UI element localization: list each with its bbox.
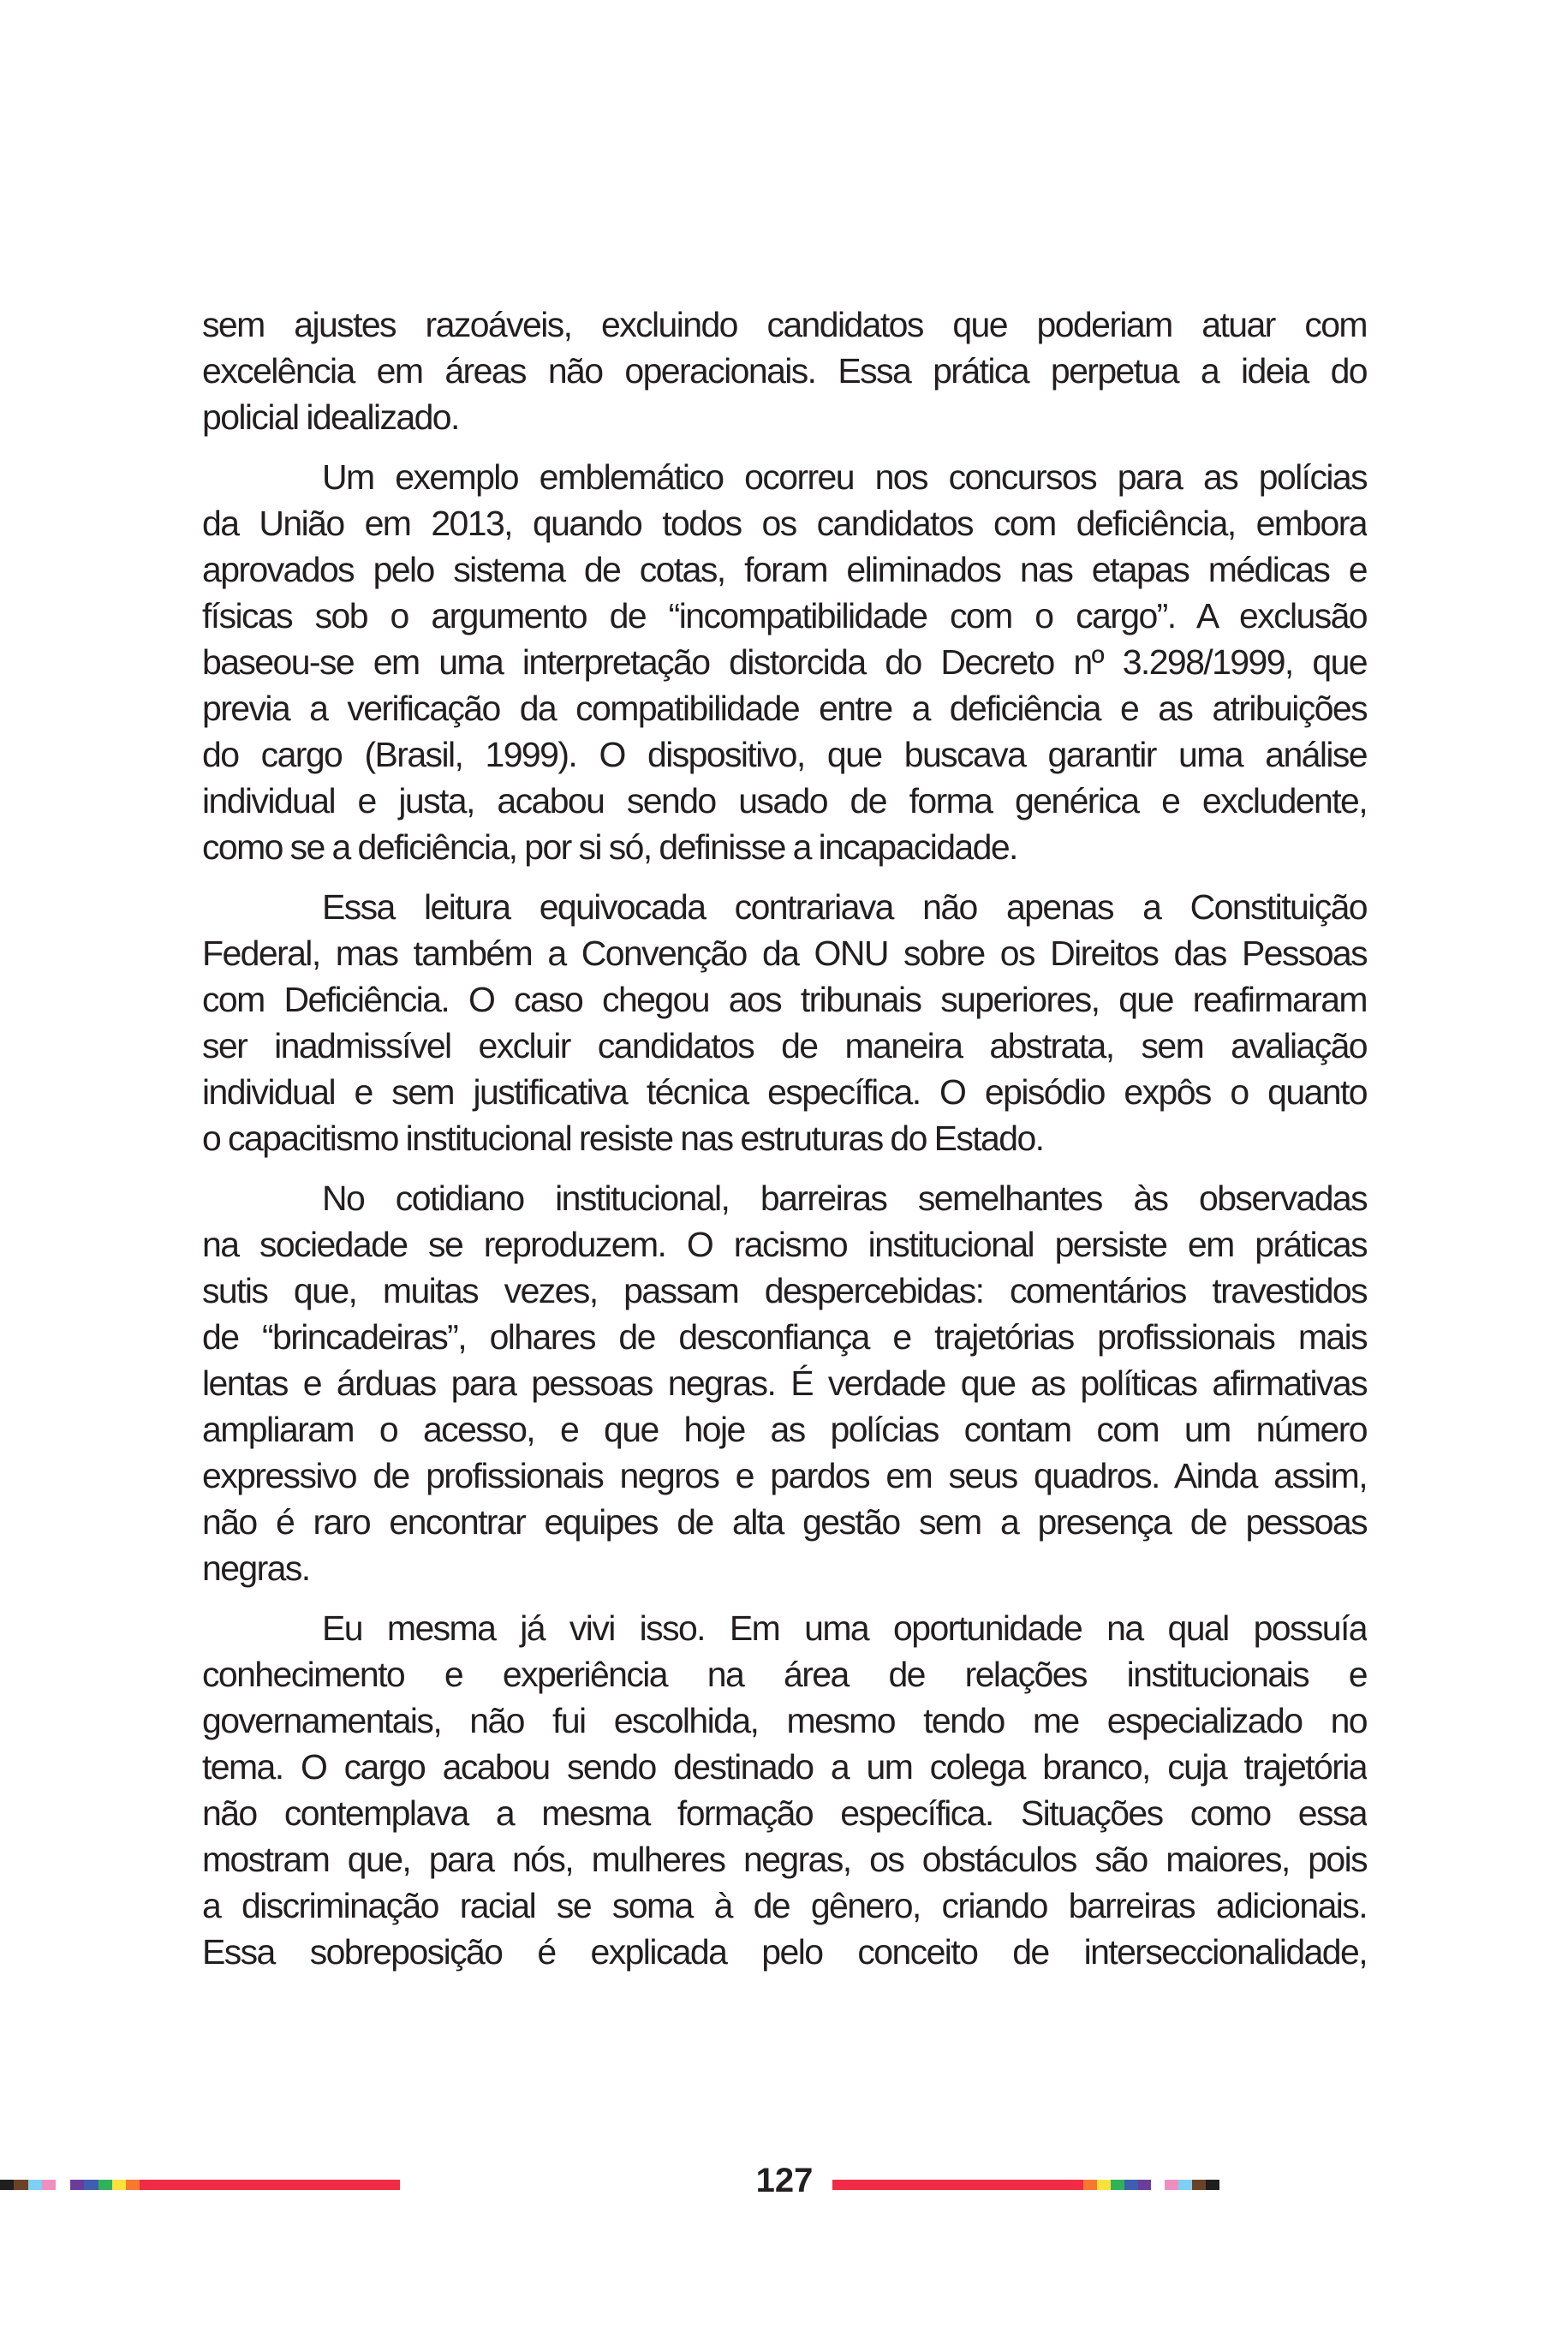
- text-line: de “brincadeiras”, olhares de desconfiança e trajetórias profissionais mais: [202, 1317, 1367, 1357]
- text-line: lentas e árduas para pessoas negras. É verdade que as políticas afirmativas: [202, 1363, 1367, 1403]
- text-line: sutis que, muitas vezes, passam despercebidas: comentários travestidos: [202, 1271, 1367, 1310]
- stripe-black-right: [1206, 2180, 1219, 2190]
- paragraph: [202, 1175, 1367, 1591]
- text-line: previa a verificação da compatibilidade entre a deficiência e as atribuições: [202, 689, 1367, 728]
- page-number: 127: [755, 2162, 814, 2199]
- stripe-brown-left: [14, 2180, 28, 2190]
- text-line: Essa leitura equivocada contrariava não apenas a Constituição: [322, 887, 1367, 927]
- text-line: individual e sem justificativa técnica específica. O episódio expôs o quanto: [202, 1072, 1367, 1112]
- stripe-black-left: [0, 2180, 14, 2190]
- stripe-green-right: [1111, 2180, 1124, 2190]
- text-line: não contemplava a mesma formação específica. Situações como essa: [202, 1793, 1367, 1833]
- stripe-pink-right: [1165, 2180, 1178, 2190]
- text-line: na sociedade se reproduzem. O racismo institucional persiste em práticas: [202, 1225, 1367, 1264]
- text-line: conhecimento e experiência na área de relações institucionais e: [202, 1655, 1367, 1694]
- stripe-lightblue-left: [28, 2180, 42, 2190]
- text-line: policial idealizado.: [202, 397, 459, 437]
- stripe-orange-left: [126, 2180, 140, 2190]
- text-line: Federal, mas também a Convenção da ONU sobre os Direitos das Pessoas: [202, 934, 1367, 973]
- text-line: da União em 2013, quando todos os candidatos com deficiência, embora: [202, 504, 1367, 543]
- stripe-green-left: [98, 2180, 112, 2190]
- text-line: governamentais, não fui escolhida, mesmo tendo me especializado no: [202, 1701, 1367, 1740]
- text-line: No cotidiano institucional, barreiras semelhantes às observadas: [322, 1178, 1367, 1218]
- text-line: aprovados pelo sistema de cotas, foram eliminados nas etapas médicas e: [202, 550, 1367, 589]
- stripe-yellow-right: [1097, 2180, 1111, 2190]
- text-line: o capacitismo institucional resiste nas estruturas do Estado.: [202, 1119, 1044, 1158]
- text-line: não é raro encontrar equipes de alta gestão sem a presença de pessoas: [202, 1502, 1367, 1542]
- text-line: individual e justa, acabou sendo usado de forma genérica e excludente,: [202, 781, 1367, 820]
- text-line: do cargo (Brasil, 1999). O dispositivo, que buscava garantir uma análise: [202, 735, 1367, 774]
- stripe-blue-left: [84, 2180, 98, 2190]
- stripe-purple-left: [70, 2180, 84, 2190]
- text-line: Eu mesma já vivi isso. Em uma oportunidade na qual possuía: [322, 1608, 1367, 1648]
- stripe-orange-right: [1083, 2180, 1097, 2190]
- stripe-blue-right: [1124, 2180, 1138, 2190]
- paragraph: [202, 454, 1367, 870]
- stripe-red-left: [140, 2180, 400, 2190]
- stripe-red-right: [832, 2180, 1083, 2190]
- text-line: ser inadmissível excluir candidatos de maneira abstrata, sem avaliação: [202, 1026, 1367, 1065]
- stripe-pink-left: [42, 2180, 56, 2190]
- text-line: sem ajustes razoáveis, excluindo candidatos que poderiam atuar com: [202, 305, 1367, 344]
- text-line: mostram que, para nós, mulheres negras, os obstáculos são maiores, pois: [202, 1840, 1367, 1879]
- text-line: tema. O cargo acabou sendo destinado a um colega branco, cuja trajetória: [202, 1747, 1367, 1787]
- text-line: expressivo de profissionais negros e pardos em seus quadros. Ainda assim,: [202, 1456, 1367, 1495]
- stripe-brown-right: [1192, 2180, 1206, 2190]
- paragraph: [202, 884, 1367, 1161]
- text-line: físicas sob o argumento de “incompatibilidade com o cargo”. A exclusão: [202, 596, 1367, 635]
- text-line: Um exemplo emblemático ocorreu nos concursos para as polícias: [322, 457, 1367, 497]
- text-line: excelência em áreas não operacionais. Essa prática perpetua a ideia do: [202, 351, 1367, 391]
- text-line: ampliaram o acesso, e que hoje as polícias contam com um número: [202, 1410, 1367, 1449]
- body-text: [202, 301, 1367, 1989]
- text-line: negras.: [202, 1548, 310, 1588]
- paragraph: [202, 1605, 1367, 1975]
- text-line: com Deficiência. O caso chegou aos tribunais superiores, que reafirmaram: [202, 980, 1367, 1019]
- text-line: como se a deficiência, por si só, definisse a incapacidade.: [202, 827, 1017, 867]
- text-line: Essa sobreposição é explicada pelo conceito de interseccionalidade,: [202, 1932, 1367, 1972]
- stripe-yellow-left: [112, 2180, 126, 2190]
- stripe-purple-right: [1138, 2180, 1151, 2190]
- text-line: a discriminação racial se soma à de gênero, criando barreiras adicionais.: [202, 1886, 1367, 1925]
- text-line: baseou-se em uma interpretação distorcida do Decreto nº 3.298/1999, que: [202, 642, 1367, 682]
- stripe-lightblue-right: [1178, 2180, 1192, 2190]
- paragraph: [202, 301, 1367, 440]
